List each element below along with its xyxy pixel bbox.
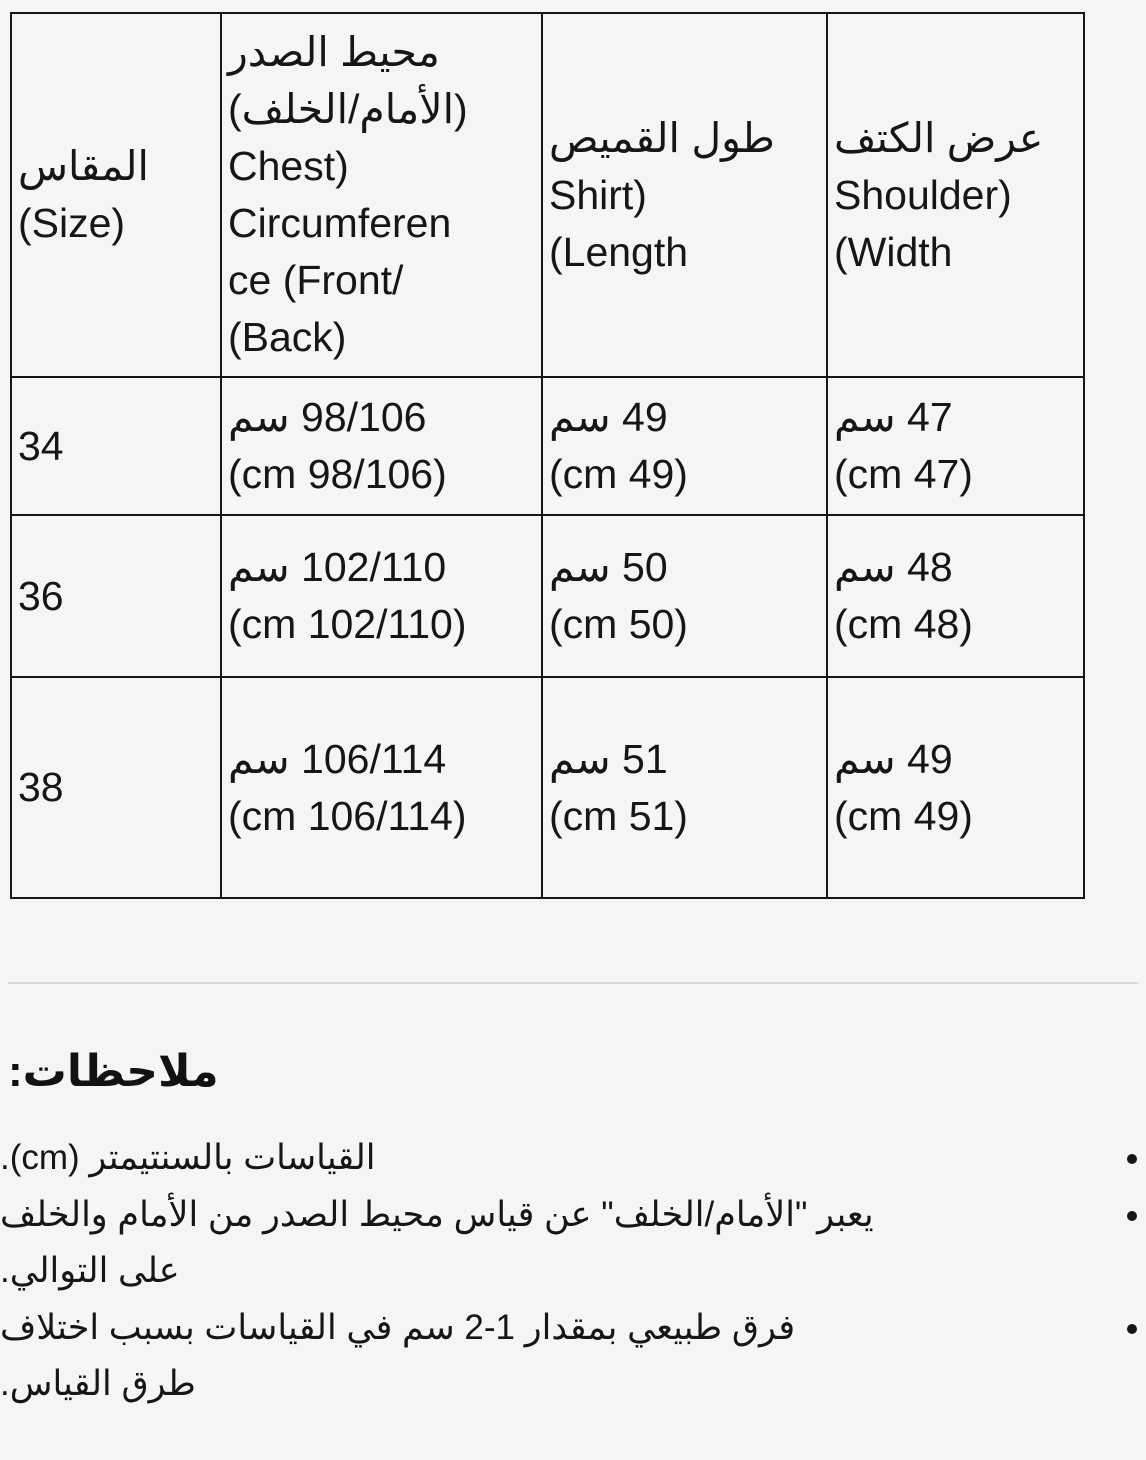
header-cell-size — [11, 13, 221, 377]
header-shoulder-line-ar: عرض الكتف — [834, 114, 1044, 161]
note-item-tolerance — [0, 1300, 1110, 1412]
chest-value-en: (cm 98/106) — [228, 451, 447, 497]
cell-chest-38 — [221, 677, 542, 898]
header-chest-line-en4: (Back) — [228, 314, 347, 360]
shoulder-value-en: (cm 49) — [834, 792, 973, 839]
header-shoulder-line-en2: (Width — [834, 228, 953, 275]
table-row-size-34 — [11, 377, 1084, 515]
header-shoulder-line-en1: Shoulder) — [834, 171, 1012, 218]
size-value: 36 — [18, 572, 64, 619]
note-line: • يعبر "الأمام/الخلف" عن قياس محيط الصدر من الأمام والخلف — [0, 1195, 874, 1234]
shoulder-value-ar: 48 سم — [834, 544, 953, 590]
header-cell-shoulder — [827, 13, 1084, 377]
shoulder-value-ar: 47 سم — [834, 394, 953, 440]
header-size-line-ar: المقاس — [18, 143, 149, 189]
shoulder-value-en: (cm 48) — [834, 601, 973, 647]
chest-value-ar: 98/106 سم — [228, 394, 427, 440]
cell-length-34 — [542, 377, 827, 515]
header-chest-line-ar1: محيط الصدر — [228, 29, 440, 75]
length-value-en: (cm 49) — [549, 451, 688, 497]
cell-length-38 — [542, 677, 827, 898]
chest-value-en: (cm 106/114) — [228, 792, 467, 839]
length-value-ar: 50 سم — [549, 544, 668, 590]
chest-value-en: (cm 102/110) — [228, 601, 467, 647]
cell-shoulder-38 — [827, 677, 1084, 898]
chest-value-ar: 102/110 سم — [228, 544, 447, 590]
size-table — [10, 12, 1085, 899]
section-divider — [8, 982, 1138, 984]
shoulder-value-ar: 49 سم — [834, 735, 953, 782]
cell-chest-36 — [221, 515, 542, 677]
header-length-line-en2: (Length — [549, 228, 689, 275]
notes-heading: ملاحظات: — [8, 1047, 219, 1096]
length-value-ar: 49 سم — [549, 394, 668, 440]
length-value-en: (cm 51) — [549, 792, 688, 839]
header-chest-line-en1: Chest) — [228, 143, 349, 189]
cell-shoulder-34 — [827, 377, 1084, 515]
note-line: على التوالي. — [0, 1251, 180, 1290]
header-chest-line-ar2: (الأمام/الخلف) — [228, 86, 468, 132]
header-length-line-en1: Shirt) — [549, 171, 647, 218]
table-row-size-36 — [11, 515, 1084, 677]
note-line: • القياسات بالسنتيمتر (cm). — [0, 1138, 376, 1177]
note-item-front-back — [0, 1187, 1110, 1299]
note-line: طرق القياس. — [0, 1364, 196, 1403]
chest-value-ar: 106/114 سم — [228, 735, 447, 782]
note-item-units — [0, 1130, 1110, 1186]
notes-list — [0, 1130, 1146, 1412]
header-size-line-en: (Size) — [18, 200, 126, 246]
table-row-size-38 — [11, 677, 1084, 898]
cell-chest-34 — [221, 377, 542, 515]
cell-size-36 — [11, 515, 221, 677]
header-length-line-ar: طول القميص — [549, 114, 775, 161]
note-line: • فرق طبيعي بمقدار 1-2 سم في القياسات بسبب اختلاف — [0, 1308, 796, 1347]
length-value-en: (cm 50) — [549, 601, 688, 647]
cell-size-34 — [11, 377, 221, 515]
header-chest-line-en2: Circumferen — [228, 200, 452, 246]
table-header-row — [11, 13, 1084, 377]
length-value-ar: 51 سم — [549, 735, 668, 782]
header-chest-line-en3: ce (Front/ — [228, 257, 404, 303]
header-cell-chest — [221, 13, 542, 377]
shoulder-value-en: (cm 47) — [834, 451, 973, 497]
header-cell-length — [542, 13, 827, 377]
size-value: 38 — [18, 764, 64, 810]
cell-size-38 — [11, 677, 221, 898]
cell-length-36 — [542, 515, 827, 677]
cell-shoulder-36 — [827, 515, 1084, 677]
size-value: 34 — [18, 422, 64, 469]
